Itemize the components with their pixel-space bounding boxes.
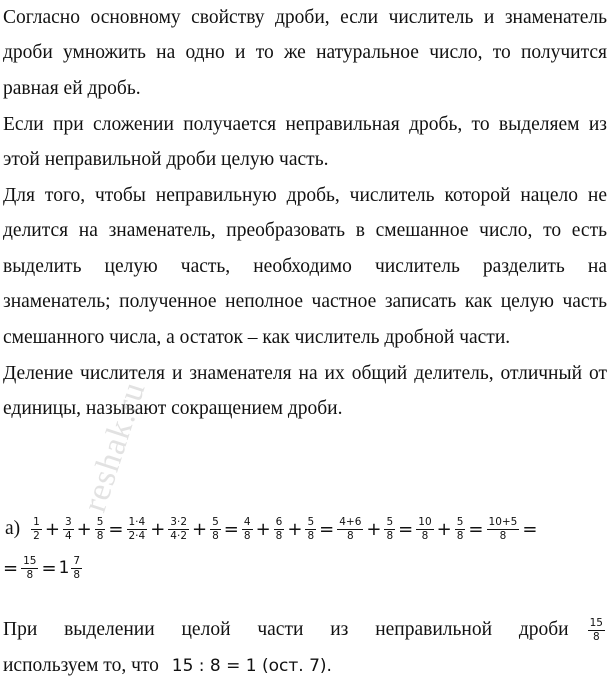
fraction-15-8: $\frac{15}{8}$ [23, 555, 37, 581]
conclusion-text: При выделении целой части из неправильной дроби [3, 619, 569, 641]
paragraph-mixed-number-rule: Для того, чтобы неправильную дробь, числитель которой нацело не делится на знаменатель, преобразовать в смешанное число, то есть выделить целую часть, необходимо числитель разделить на знаменатель; полученное неполное частное записать как целую часть смешанного числа, а остаток – как числитель дробной части. [3, 185, 607, 348]
paragraph-fraction-property: Согласно основному свойству дроби, если числитель и знаменатель дроби умножить на одно и то же натуральное число, то получится равная ей дробь. [3, 7, 607, 99]
equals-sign: = [223, 518, 239, 540]
paragraph-improper-fraction: Если при сложении получается неправильная дробь, то выделяем из этой неправильной дроби целую часть. [3, 114, 607, 171]
fraction: $\frac{5}{8}$ [96, 516, 104, 542]
equals-sign: = [108, 518, 124, 540]
fraction: $\frac{3\cdot 2}{4\cdot 2}$ [170, 516, 187, 542]
conclusion-line-1 [3, 610, 607, 650]
plus-sign: + [366, 518, 382, 540]
fraction: $\frac{5}{8}$ [307, 516, 315, 542]
fraction: $\frac{6}{8}$ [275, 516, 283, 542]
fraction: $\frac{10+5}{8}$ [488, 516, 518, 542]
equals-sign: = [41, 557, 57, 579]
fraction: $\frac{5}{8}$ [212, 516, 219, 542]
fraction: $\frac{1}{2}$ [33, 516, 40, 542]
plus-sign: + [287, 518, 303, 540]
equals-sign: = [319, 518, 335, 540]
fraction: $\frac{3}{4}$ [64, 516, 72, 542]
equals-sign: = [3, 557, 19, 579]
conclusion-line-2: используем то, что 15 : 8 = 1 (ост. 7). [3, 655, 332, 676]
paragraph-reduction-definition: Деление числителя и знаменателя на их общий делитель, отличный от единицы, называют сокращением дроби. [3, 363, 607, 420]
watermark-logo: reshak.ru [76, 377, 153, 517]
fraction: $\frac{4}{8}$ [243, 516, 251, 542]
fraction: $\frac{5}{8}$ [456, 516, 464, 542]
fraction: $\frac{4+6}{8}$ [339, 516, 362, 542]
plus-sign: + [44, 518, 60, 540]
plus-sign: + [255, 518, 271, 540]
example-label: а) [5, 518, 21, 539]
plus-sign: + [436, 518, 452, 540]
equals-sign: = [468, 518, 484, 540]
equals-sign: = [398, 518, 414, 540]
fraction: $\frac{1\cdot 4}{2\cdot 4}$ [128, 516, 146, 542]
plus-sign: + [192, 518, 208, 540]
mixed-number-result: 1 $\frac{7}{8}$ [58, 555, 81, 581]
plus-sign: + [150, 518, 166, 540]
fraction: $\frac{10}{8}$ [418, 516, 432, 542]
division-remainder: 15 : 8 = 1 (ост. 7). [171, 656, 332, 676]
fraction: $\frac{5}{8}$ [386, 516, 394, 542]
plus-sign: + [76, 518, 92, 540]
fraction-15-8: $\frac{15}{8}$ [589, 617, 603, 643]
equals-sign: = [522, 518, 538, 540]
equation-line-2 [3, 548, 609, 588]
equation-line-1 [3, 510, 609, 548]
